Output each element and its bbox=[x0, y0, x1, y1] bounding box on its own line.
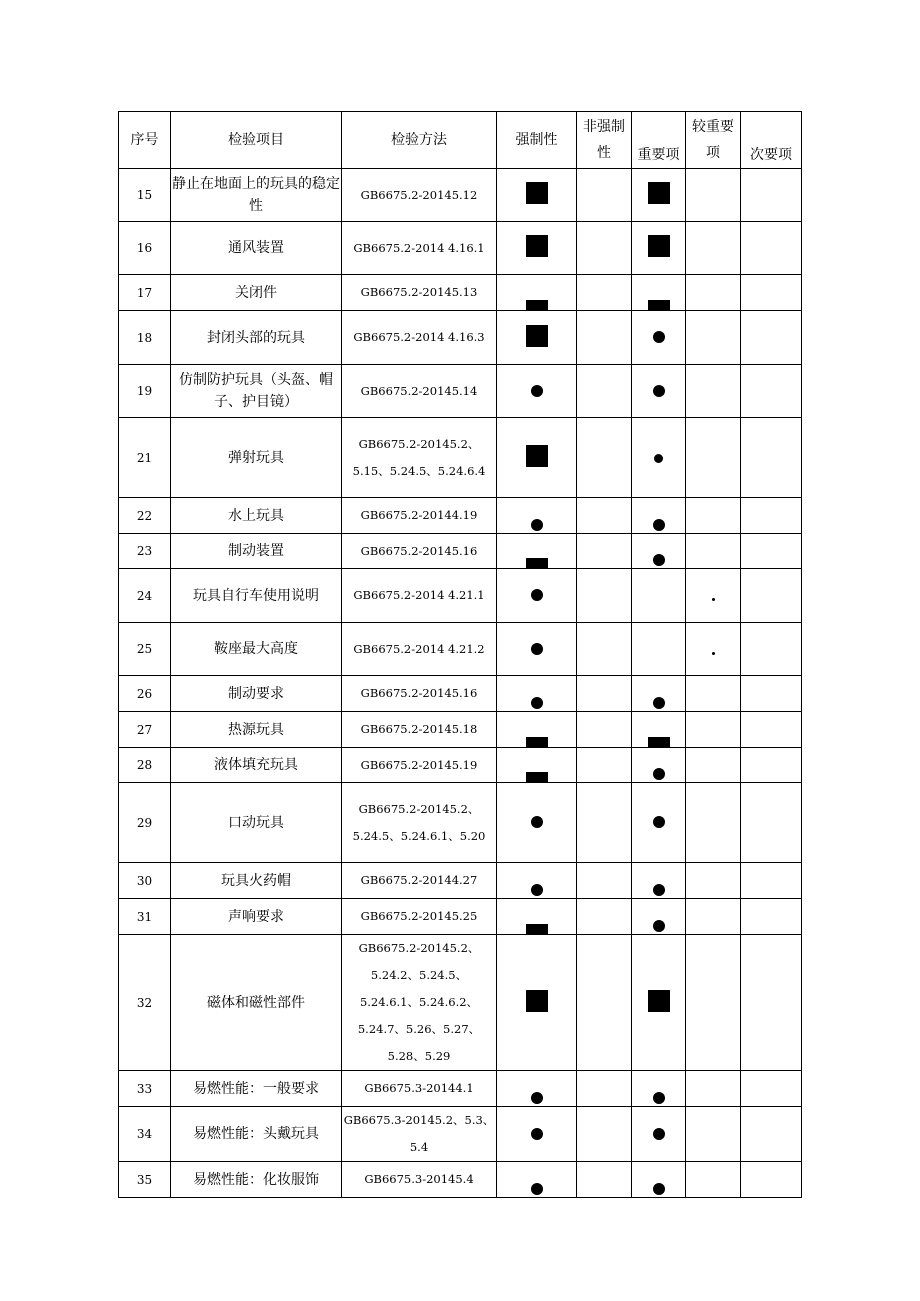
table-row bbox=[119, 935, 802, 1071]
circle-mark-icon bbox=[653, 768, 665, 780]
table-row bbox=[119, 863, 802, 899]
cell-mandatory bbox=[497, 222, 577, 275]
table-row bbox=[119, 1107, 802, 1162]
cell-fairly-important bbox=[686, 935, 741, 1071]
square-mark-icon bbox=[648, 235, 670, 257]
cell-fairly-important bbox=[686, 676, 741, 712]
cell-item: 鞍座最大高度 bbox=[171, 623, 342, 676]
cell-minor bbox=[741, 534, 802, 569]
cell-non-mandatory bbox=[577, 498, 632, 534]
table-row bbox=[119, 676, 802, 712]
circle-mark-icon bbox=[531, 1183, 543, 1195]
cell-fairly-important bbox=[686, 863, 741, 899]
cell-seq: 26 bbox=[119, 676, 171, 712]
cell-fairly-important bbox=[686, 899, 741, 935]
cell-fairly-important bbox=[686, 169, 741, 222]
cell-seq: 35 bbox=[119, 1162, 171, 1198]
cell-mandatory bbox=[497, 275, 577, 311]
square-mark-icon bbox=[648, 990, 670, 1012]
cell-mandatory bbox=[497, 498, 577, 534]
cell-non-mandatory bbox=[577, 935, 632, 1071]
cell-method: GB6675.3-20145.2、5.3、5.4 bbox=[342, 1107, 497, 1162]
cell-method: GB6675.2-20145.16 bbox=[342, 534, 497, 569]
cell-important bbox=[632, 569, 686, 623]
cell-minor bbox=[741, 1071, 802, 1107]
cell-method: GB6675.3-20144.1 bbox=[342, 1071, 497, 1107]
square-mark-icon bbox=[526, 772, 548, 782]
cell-minor bbox=[741, 1107, 802, 1162]
inspection-table bbox=[118, 111, 802, 1198]
cell-minor bbox=[741, 783, 802, 863]
cell-method: GB6675.2-20144.27 bbox=[342, 863, 497, 899]
cell-mandatory bbox=[497, 1107, 577, 1162]
cell-item: 易燃性能：化妆服饰 bbox=[171, 1162, 342, 1198]
cell-seq: 31 bbox=[119, 899, 171, 935]
cell-seq: 34 bbox=[119, 1107, 171, 1162]
table-row bbox=[119, 365, 802, 418]
cell-seq: 15 bbox=[119, 169, 171, 222]
cell-non-mandatory bbox=[577, 169, 632, 222]
cell-important bbox=[632, 676, 686, 712]
square-mark-icon bbox=[526, 990, 548, 1012]
cell-minor bbox=[741, 899, 802, 935]
cell-mandatory bbox=[497, 863, 577, 899]
cell-fairly-important bbox=[686, 569, 741, 623]
square-mark-icon bbox=[648, 182, 670, 204]
cell-important bbox=[632, 1162, 686, 1198]
cell-minor bbox=[741, 569, 802, 623]
cell-method: GB6675.2-20145.13 bbox=[342, 275, 497, 311]
cell-important bbox=[632, 1107, 686, 1162]
cell-seq: 27 bbox=[119, 712, 171, 748]
cell-non-mandatory bbox=[577, 275, 632, 311]
cell-non-mandatory bbox=[577, 1162, 632, 1198]
circle-mark-icon bbox=[531, 519, 543, 531]
cell-minor bbox=[741, 498, 802, 534]
cell-fairly-important bbox=[686, 1071, 741, 1107]
header-mandatory: 强制性 bbox=[497, 112, 577, 169]
cell-seq: 21 bbox=[119, 418, 171, 498]
cell-method: GB6675.2-20145.18 bbox=[342, 712, 497, 748]
table-row bbox=[119, 569, 802, 623]
cell-fairly-important bbox=[686, 712, 741, 748]
circle-mark-icon bbox=[531, 697, 543, 709]
circle-mark-icon bbox=[653, 920, 665, 932]
table-row bbox=[119, 311, 802, 365]
cell-important bbox=[632, 748, 686, 783]
cell-important bbox=[632, 863, 686, 899]
cell-method: GB6675.2-20145.14 bbox=[342, 365, 497, 418]
circle-mark-icon bbox=[531, 589, 543, 601]
cell-method: GB6675.2-2014 4.16.1 bbox=[342, 222, 497, 275]
header-important: 重要项 bbox=[632, 112, 686, 169]
cell-mandatory bbox=[497, 748, 577, 783]
table-row bbox=[119, 534, 802, 569]
square-mark-icon bbox=[526, 737, 548, 747]
circle-mark-icon bbox=[653, 884, 665, 896]
square-mark-icon bbox=[526, 235, 548, 257]
cell-mandatory bbox=[497, 1071, 577, 1107]
cell-non-mandatory bbox=[577, 783, 632, 863]
cell-method: GB6675.2-20145.2、5.24.2、5.24.5、5.24.6.1、5.24.6.2、5.24.7、5.26、5.27、5.28、5.29 bbox=[342, 935, 497, 1071]
circle-mark-icon bbox=[653, 816, 665, 828]
header-fairly-important: 较重要项 bbox=[686, 112, 741, 169]
cell-important bbox=[632, 418, 686, 498]
square-mark-icon bbox=[648, 300, 670, 310]
cell-important bbox=[632, 1071, 686, 1107]
table-row bbox=[119, 222, 802, 275]
cell-seq: 23 bbox=[119, 534, 171, 569]
cell-important bbox=[632, 623, 686, 676]
cell-item: 通风装置 bbox=[171, 222, 342, 275]
cell-non-mandatory bbox=[577, 899, 632, 935]
square-mark-icon bbox=[526, 924, 548, 934]
cell-method: GB6675.2-2014 4.16.3 bbox=[342, 311, 497, 365]
table-row bbox=[119, 275, 802, 311]
cell-important bbox=[632, 365, 686, 418]
cell-important bbox=[632, 222, 686, 275]
cell-mandatory bbox=[497, 712, 577, 748]
cell-method: GB6675.2-20145.2、5.24.5、5.24.6.1、5.20 bbox=[342, 783, 497, 863]
cell-non-mandatory bbox=[577, 534, 632, 569]
cell-mandatory bbox=[497, 418, 577, 498]
cell-important bbox=[632, 783, 686, 863]
cell-fairly-important bbox=[686, 1107, 741, 1162]
cell-mandatory bbox=[497, 365, 577, 418]
circle-mark-icon bbox=[531, 1092, 543, 1104]
dot-mark-icon bbox=[712, 652, 715, 655]
cell-item: 制动装置 bbox=[171, 534, 342, 569]
cell-seq: 17 bbox=[119, 275, 171, 311]
table-row bbox=[119, 1162, 802, 1198]
cell-mandatory bbox=[497, 623, 577, 676]
circle-mark-icon bbox=[654, 454, 663, 463]
cell-non-mandatory bbox=[577, 712, 632, 748]
cell-minor bbox=[741, 676, 802, 712]
table-row bbox=[119, 748, 802, 783]
cell-non-mandatory bbox=[577, 311, 632, 365]
cell-minor bbox=[741, 712, 802, 748]
cell-minor bbox=[741, 275, 802, 311]
cell-fairly-important bbox=[686, 498, 741, 534]
header-non-mandatory: 非强制性 bbox=[577, 112, 632, 169]
cell-minor bbox=[741, 748, 802, 783]
cell-item: 口动玩具 bbox=[171, 783, 342, 863]
cell-non-mandatory bbox=[577, 863, 632, 899]
cell-minor bbox=[741, 935, 802, 1071]
cell-method: GB6675.2-20145.19 bbox=[342, 748, 497, 783]
cell-seq: 19 bbox=[119, 365, 171, 418]
cell-important bbox=[632, 311, 686, 365]
cell-non-mandatory bbox=[577, 748, 632, 783]
circle-mark-icon bbox=[653, 1128, 665, 1140]
cell-item: 易燃性能：头戴玩具 bbox=[171, 1107, 342, 1162]
square-mark-icon bbox=[526, 558, 548, 568]
cell-item: 玩具自行车使用说明 bbox=[171, 569, 342, 623]
cell-non-mandatory bbox=[577, 365, 632, 418]
header-item: 检验项目 bbox=[171, 112, 342, 169]
square-mark-icon bbox=[526, 325, 548, 347]
cell-important bbox=[632, 899, 686, 935]
circle-mark-icon bbox=[531, 884, 543, 896]
cell-method: GB6675.2-20145.12 bbox=[342, 169, 497, 222]
circle-mark-icon bbox=[653, 331, 665, 343]
cell-fairly-important bbox=[686, 365, 741, 418]
table-row bbox=[119, 712, 802, 748]
table-row bbox=[119, 498, 802, 534]
cell-mandatory bbox=[497, 311, 577, 365]
cell-mandatory bbox=[497, 169, 577, 222]
square-mark-icon bbox=[526, 445, 548, 467]
cell-method: GB6675.2-20145.2、5.15、5.24.5、5.24.6.4 bbox=[342, 418, 497, 498]
cell-item: 磁体和磁性部件 bbox=[171, 935, 342, 1071]
cell-minor bbox=[741, 418, 802, 498]
circle-mark-icon bbox=[531, 385, 543, 397]
cell-item: 仿制防护玩具（头盔、帽子、护目镜） bbox=[171, 365, 342, 418]
square-mark-icon bbox=[526, 182, 548, 204]
header-row bbox=[119, 112, 802, 169]
cell-seq: 32 bbox=[119, 935, 171, 1071]
cell-fairly-important bbox=[686, 222, 741, 275]
cell-item: 液体填充玩具 bbox=[171, 748, 342, 783]
cell-seq: 25 bbox=[119, 623, 171, 676]
cell-fairly-important bbox=[686, 534, 741, 569]
circle-mark-icon bbox=[653, 697, 665, 709]
cell-important bbox=[632, 935, 686, 1071]
cell-mandatory bbox=[497, 935, 577, 1071]
cell-item: 弹射玩具 bbox=[171, 418, 342, 498]
cell-method: GB6675.2-2014 4.21.1 bbox=[342, 569, 497, 623]
cell-item: 关闭件 bbox=[171, 275, 342, 311]
cell-non-mandatory bbox=[577, 569, 632, 623]
square-mark-icon bbox=[648, 737, 670, 747]
table-row bbox=[119, 899, 802, 935]
cell-minor bbox=[741, 863, 802, 899]
cell-item: 玩具火药帽 bbox=[171, 863, 342, 899]
cell-seq: 30 bbox=[119, 863, 171, 899]
cell-non-mandatory bbox=[577, 418, 632, 498]
cell-mandatory bbox=[497, 569, 577, 623]
cell-non-mandatory bbox=[577, 676, 632, 712]
cell-seq: 22 bbox=[119, 498, 171, 534]
cell-mandatory bbox=[497, 783, 577, 863]
circle-mark-icon bbox=[531, 643, 543, 655]
cell-mandatory bbox=[497, 1162, 577, 1198]
cell-fairly-important bbox=[686, 418, 741, 498]
cell-method: GB6675.2-20145.16 bbox=[342, 676, 497, 712]
cell-fairly-important bbox=[686, 748, 741, 783]
table-body bbox=[119, 169, 802, 1198]
cell-seq: 33 bbox=[119, 1071, 171, 1107]
cell-non-mandatory bbox=[577, 1071, 632, 1107]
cell-mandatory bbox=[497, 899, 577, 935]
cell-fairly-important bbox=[686, 311, 741, 365]
cell-minor bbox=[741, 365, 802, 418]
cell-method: GB6675.2-20144.19 bbox=[342, 498, 497, 534]
header-minor: 次要项 bbox=[741, 112, 802, 169]
cell-minor bbox=[741, 1162, 802, 1198]
circle-mark-icon bbox=[653, 554, 665, 566]
header-seq: 序号 bbox=[119, 112, 171, 169]
cell-method: GB6675.3-20145.4 bbox=[342, 1162, 497, 1198]
cell-item: 制动要求 bbox=[171, 676, 342, 712]
cell-non-mandatory bbox=[577, 623, 632, 676]
cell-minor bbox=[741, 222, 802, 275]
circle-mark-icon bbox=[653, 385, 665, 397]
cell-minor bbox=[741, 623, 802, 676]
circle-mark-icon bbox=[531, 1128, 543, 1140]
cell-seq: 24 bbox=[119, 569, 171, 623]
cell-minor bbox=[741, 311, 802, 365]
cell-fairly-important bbox=[686, 275, 741, 311]
header-method: 检验方法 bbox=[342, 112, 497, 169]
cell-non-mandatory bbox=[577, 1107, 632, 1162]
cell-seq: 29 bbox=[119, 783, 171, 863]
circle-mark-icon bbox=[653, 1092, 665, 1104]
cell-important bbox=[632, 169, 686, 222]
cell-mandatory bbox=[497, 534, 577, 569]
cell-fairly-important bbox=[686, 1162, 741, 1198]
table-row bbox=[119, 623, 802, 676]
cell-minor bbox=[741, 169, 802, 222]
cell-item: 易燃性能：一般要求 bbox=[171, 1071, 342, 1107]
cell-seq: 16 bbox=[119, 222, 171, 275]
cell-mandatory bbox=[497, 676, 577, 712]
cell-seq: 18 bbox=[119, 311, 171, 365]
cell-important bbox=[632, 498, 686, 534]
cell-important bbox=[632, 534, 686, 569]
cell-non-mandatory bbox=[577, 222, 632, 275]
cell-method: GB6675.2-20145.25 bbox=[342, 899, 497, 935]
table-row bbox=[119, 169, 802, 222]
cell-item: 热源玩具 bbox=[171, 712, 342, 748]
cell-fairly-important bbox=[686, 623, 741, 676]
square-mark-icon bbox=[526, 300, 548, 310]
cell-important bbox=[632, 275, 686, 311]
cell-item: 静止在地面上的玩具的稳定性 bbox=[171, 169, 342, 222]
table-row bbox=[119, 783, 802, 863]
cell-item: 水上玩具 bbox=[171, 498, 342, 534]
table-row bbox=[119, 1071, 802, 1107]
dot-mark-icon bbox=[712, 598, 715, 601]
circle-mark-icon bbox=[531, 816, 543, 828]
cell-item: 封闭头部的玩具 bbox=[171, 311, 342, 365]
cell-item: 声响要求 bbox=[171, 899, 342, 935]
cell-seq: 28 bbox=[119, 748, 171, 783]
table-row bbox=[119, 418, 802, 498]
circle-mark-icon bbox=[653, 519, 665, 531]
cell-important bbox=[632, 712, 686, 748]
circle-mark-icon bbox=[653, 1183, 665, 1195]
cell-fairly-important bbox=[686, 783, 741, 863]
cell-method: GB6675.2-2014 4.21.2 bbox=[342, 623, 497, 676]
